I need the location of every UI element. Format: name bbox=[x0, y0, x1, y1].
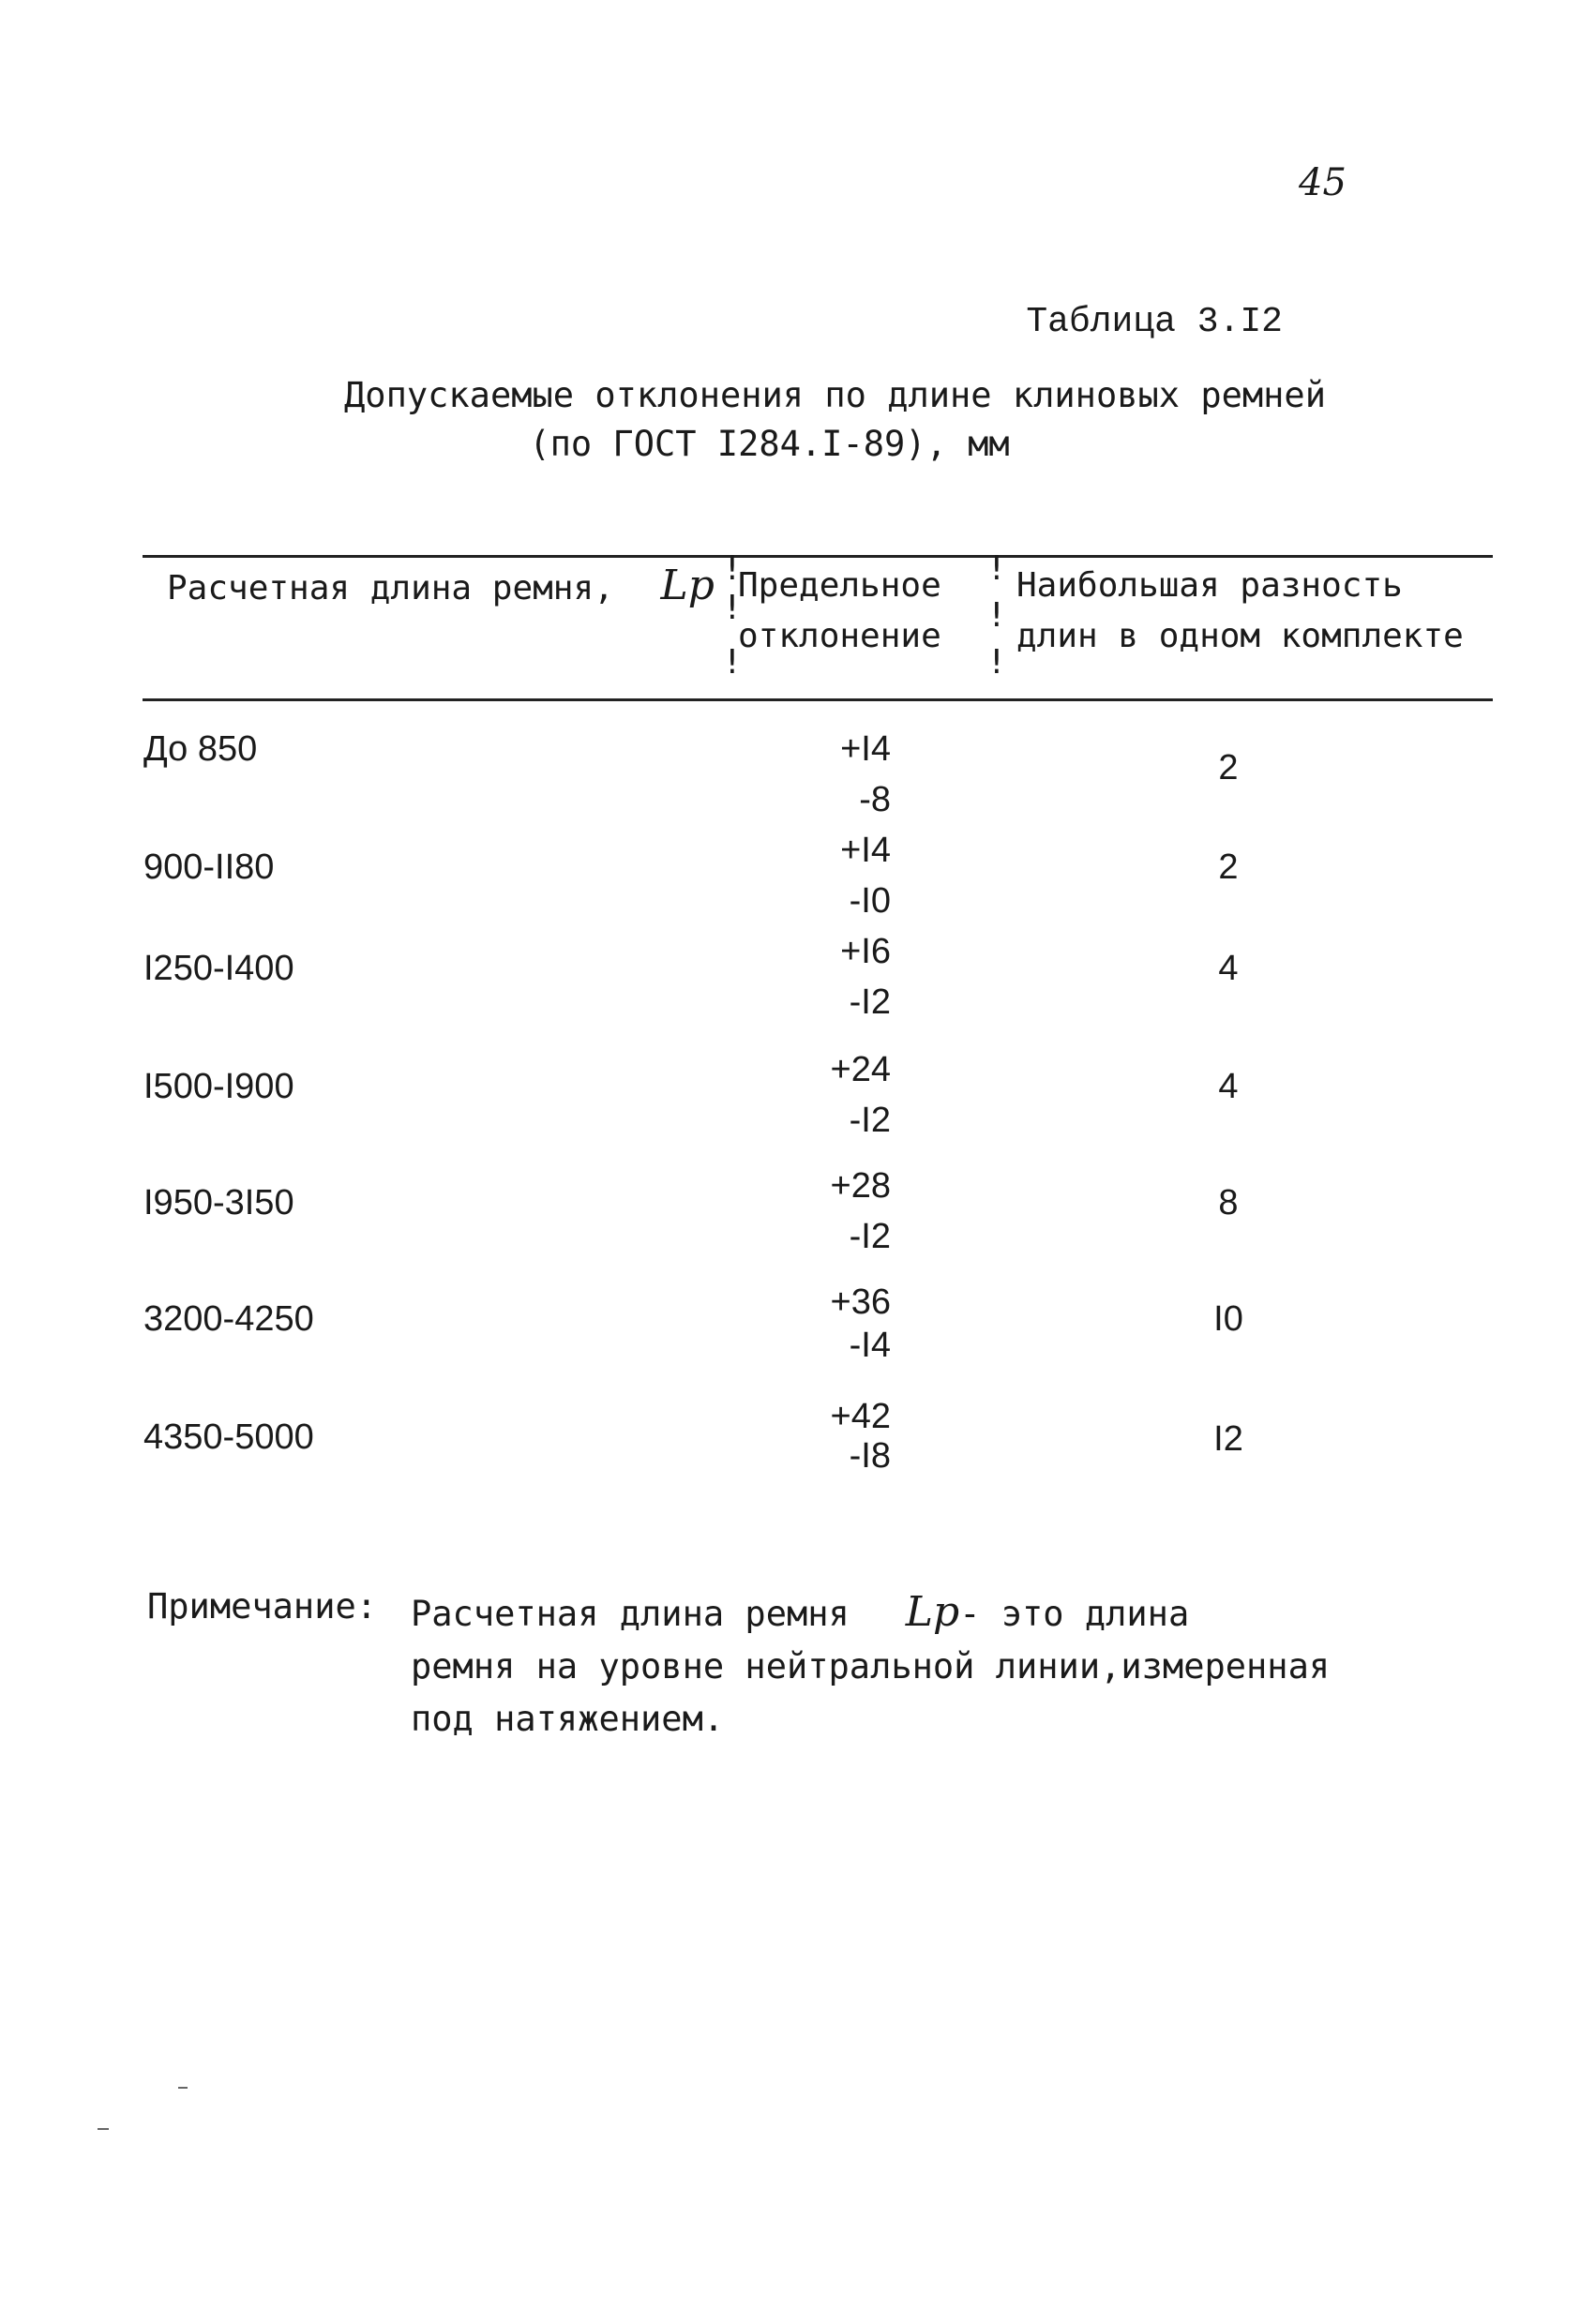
header-separator: ! bbox=[722, 589, 743, 627]
row-minus: -I8 bbox=[849, 1436, 891, 1476]
row-plus: +42 bbox=[830, 1397, 891, 1436]
page-number: 45 bbox=[1299, 161, 1347, 204]
row-plus: +I4 bbox=[840, 831, 891, 870]
note-text bbox=[411, 1586, 1348, 1746]
row-diff: 8 bbox=[1218, 1183, 1239, 1222]
header-separator: ! bbox=[986, 549, 1007, 588]
note-line1-start: Расчетная длина ремня bbox=[411, 1594, 850, 1634]
row-minus: -I0 bbox=[849, 881, 891, 921]
note-line2: ремня на уровне нейтральной линии,измеренная bbox=[411, 1646, 1331, 1687]
header-deviation-line2: отклонение bbox=[738, 617, 941, 655]
row-length: 900-II80 bbox=[143, 847, 275, 887]
note-line1 bbox=[411, 1586, 1348, 1641]
row-minus: -I4 bbox=[849, 1326, 891, 1365]
header-separator: ! bbox=[722, 643, 743, 682]
header-separator: ! bbox=[986, 596, 1007, 635]
scan-mark bbox=[178, 2087, 188, 2089]
table-header-rule bbox=[143, 698, 1493, 701]
note-line1-end: - это длина bbox=[959, 1594, 1190, 1634]
header-lp-symbol: Lp bbox=[660, 562, 715, 609]
row-length: I500-I900 bbox=[143, 1067, 294, 1106]
header-deviation-line1: Предельное bbox=[738, 566, 941, 605]
row-plus: +24 bbox=[830, 1050, 891, 1089]
row-minus: -I2 bbox=[849, 982, 891, 1022]
table-top-rule bbox=[143, 555, 1493, 558]
row-plus: +36 bbox=[830, 1282, 891, 1322]
row-minus: -8 bbox=[859, 780, 891, 819]
row-length: I250-I400 bbox=[143, 949, 294, 988]
row-minus: -I2 bbox=[849, 1217, 891, 1256]
row-length: I950-3I50 bbox=[143, 1183, 294, 1222]
note-line3: под натяжением. bbox=[411, 1699, 725, 1739]
note-lp-symbol: Lp bbox=[905, 1588, 960, 1636]
row-length: До 850 bbox=[143, 729, 258, 769]
row-length: 4350-5000 bbox=[143, 1417, 314, 1457]
note-label: Примечание: bbox=[147, 1586, 378, 1627]
row-plus: +I4 bbox=[840, 729, 891, 769]
row-diff: 2 bbox=[1218, 748, 1239, 787]
row-diff: I0 bbox=[1213, 1299, 1243, 1339]
header-max-diff-line1: Наибольшая разность bbox=[1016, 566, 1403, 605]
row-diff: I2 bbox=[1213, 1419, 1243, 1459]
scan-mark bbox=[98, 2128, 109, 2130]
row-length: 3200-4250 bbox=[143, 1299, 314, 1339]
header-length-label: Расчетная длина ремня, bbox=[167, 569, 614, 607]
row-plus: +28 bbox=[830, 1166, 891, 1206]
header-max-diff-line2: длин в одном комплекте bbox=[1016, 617, 1464, 655]
row-diff: 2 bbox=[1218, 847, 1239, 887]
table-caption-line1: Допускаемые отклонения по длине клиновых ремней bbox=[344, 375, 1326, 415]
row-diff: 4 bbox=[1218, 1067, 1239, 1106]
header-length bbox=[167, 561, 715, 614]
row-diff: 4 bbox=[1218, 949, 1239, 988]
table-caption-line2: (по ГОСТ I284.I-89), мм bbox=[529, 424, 1010, 464]
row-minus: -I2 bbox=[849, 1101, 891, 1140]
row-plus: +I6 bbox=[840, 932, 891, 971]
header-separator: ! bbox=[722, 549, 743, 588]
header-separator: ! bbox=[986, 643, 1007, 682]
table-label: Таблица 3.I2 bbox=[1026, 302, 1283, 342]
